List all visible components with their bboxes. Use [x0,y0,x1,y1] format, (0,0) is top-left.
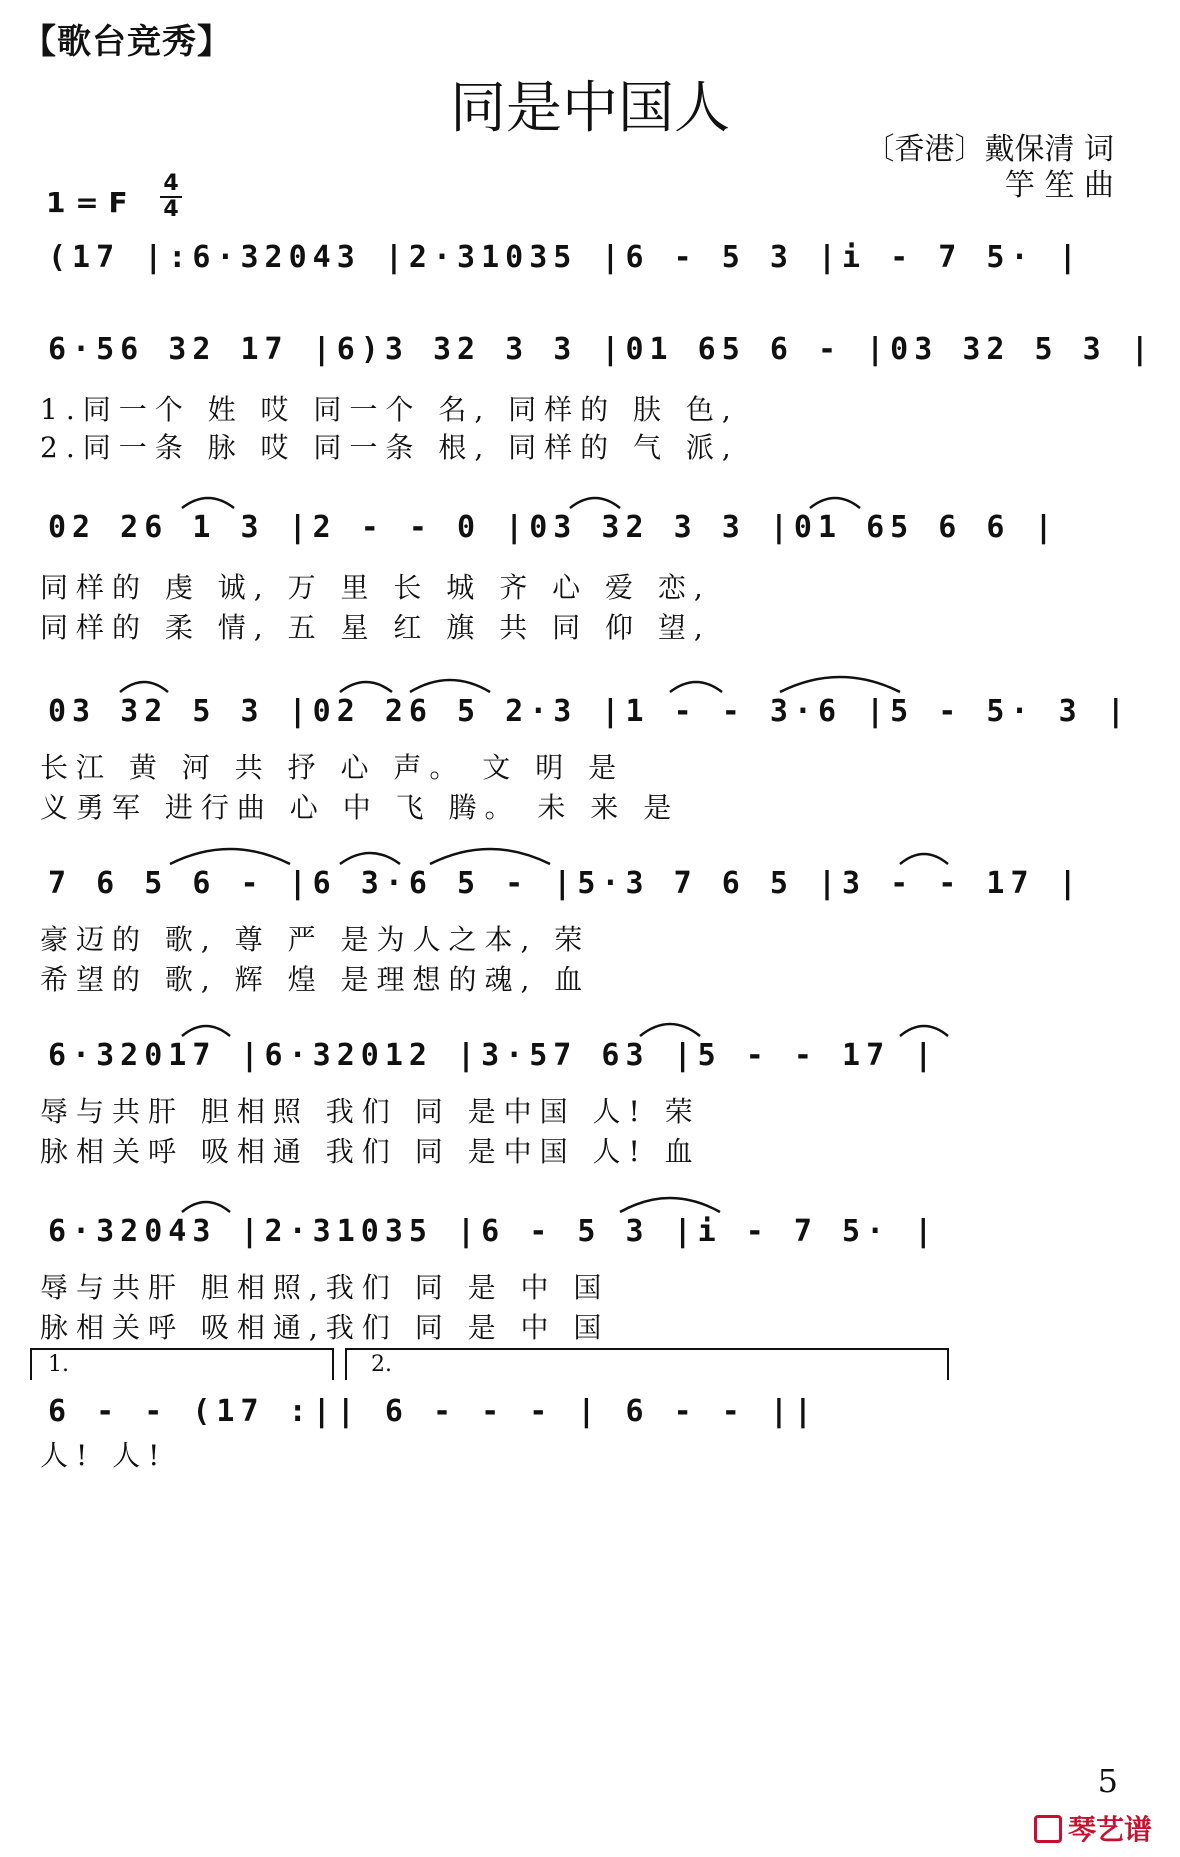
lyric-verse-2: 2.同一条 脉 哎 同一条 根, 同样的 气 派, [40,431,739,464]
notation-line: 6·32043 |2·31035 |6 - 5 3 |i - 7 5· | [48,1214,939,1249]
second-ending-bracket [345,1348,949,1380]
lyric-verse-1: 辱与共肝 胆相照,我们 同 是 中 国 [40,1271,610,1304]
lyric-verse-2: 脉相关呼 吸相通 我们 同 是中国 人! 血 [40,1135,701,1168]
lyricist-credit: 〔香港〕戴保清 词 [864,132,1114,167]
column-tag: 【歌台竞秀】 [22,22,232,62]
lyric-verse-1: 长江 黄 河 共 抒 心 声。 文 明 是 [40,751,625,784]
staff-system-2 [40,318,1155,388]
lyric-verse-2: 希望的 歌, 辉 煌 是理想的魂, 血 [40,963,591,996]
staff-system-6 [40,1024,1150,1094]
lyric-verse-2: 脉相关呼 吸相通,我们 同 是 中 国 [40,1311,610,1344]
lyric-verse-1: 辱与共肝 胆相照 我们 同 是中国 人! 荣 [40,1095,701,1128]
time-signature [156,172,186,222]
logo-icon [1034,1815,1062,1843]
notation-line: (17 |:6·32043 |2·31035 |6 - 5 3 |i - 7 5· | [48,240,1083,275]
staff-system-5 [40,852,1150,922]
staff-system-3 [40,496,1150,566]
watermark-logo [1034,1808,1152,1848]
notation-line: 6·32017 |6·32012 |3·57 63 |5 - - 17 | [48,1038,939,1073]
song-title: 同是中国人 [450,76,730,141]
key-signature: 1 = F [46,186,128,219]
lyric-verse-2: 同样的 柔 情, 五 星 红 旗 共 同 仰 望, [40,611,711,644]
lyric-verse-2: 义勇军 进行曲 心 中 飞 腾。 未 来 是 [40,791,680,824]
second-ending-label: 2. [371,1352,392,1377]
first-ending-bracket [30,1348,334,1380]
lyric-final: 人! 人! [40,1439,168,1472]
notation-line: 7 6 5 6 - |6 3·6 5 - |5·3 7 6 5 |3 - - 17 | [48,866,1083,901]
staff-system-1 [40,226,1150,296]
lyric-verse-1: 豪迈的 歌, 尊 严 是为人之本, 荣 [40,923,591,956]
lyric-verse-1: 1.同一个 姓 哎 同一个 名, 同样的 肤 色, [40,393,739,426]
time-signature-top: 4 [163,171,179,196]
notation-line: 03 32 5 3 |02 26 5 2·3 |1 - - 3·6 |5 - 5· 3 | [48,694,1131,729]
lyric-verse-1: 同样的 虔 诚, 万 里 长 城 齐 心 爱 恋, [40,571,711,604]
watermark-text: 琴艺谱 [1067,1813,1152,1846]
notation-line: 6 - - (17 :|| 6 - - - | 6 - - || [48,1394,818,1429]
notation-line: 6·56 32 17 |6)3 32 3 3 |01 65 6 - |03 32 5 3 | [48,332,1155,367]
page-number: 5 [1097,1762,1118,1800]
composer-credit: 竽 笙 曲 [1004,168,1114,203]
staff-system-7 [40,1200,1150,1270]
time-signature-bottom: 4 [163,197,179,222]
notation-line: 02 26 1 3 |2 - - 0 |03 32 3 3 |01 65 6 6 | [48,510,1059,545]
first-ending-label: 1. [48,1352,69,1377]
staff-system-4 [40,680,1150,750]
